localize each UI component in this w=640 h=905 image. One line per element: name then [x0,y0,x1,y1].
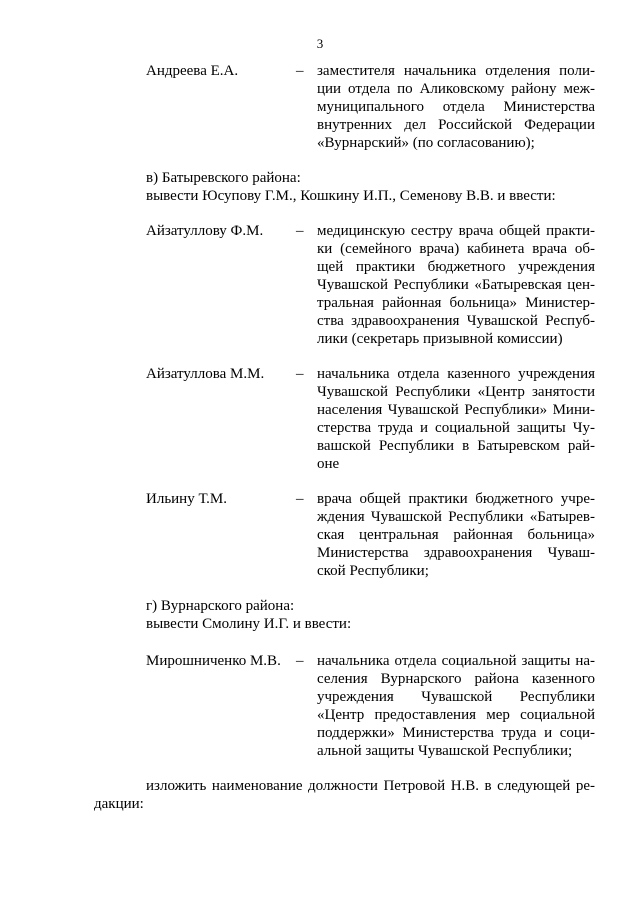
entry-dash: – [296,491,304,507]
entry-desc-line: лики (секретарь призывной комиссии) [317,331,563,347]
entry-desc-line: внутренних дел Российской Федерации [317,117,595,133]
entry-name-ilyina: Ильину Т.М. [146,491,227,507]
entry-desc-line: селения Вурнарского района казенного [317,671,595,687]
entry-name-ayzatullova-fm: Айзатуллову Ф.М. [146,223,264,239]
entry-dash: – [296,63,304,79]
entry-desc-line: медицинскую сестру врача общей практи- [317,223,595,239]
entry-desc-line: Министерства здравоохранения Чуваш- [317,545,595,561]
entry-desc-line: заместителя начальника отделения поли- [317,63,595,79]
entry-name-miroshnichenko: Мирошниченко М.В. [146,653,281,669]
entry-desc-line: «Центр предоставления мер социальной [317,707,595,723]
entry-dash: – [296,366,304,382]
section-heading-vurnarsky: г) Вурнарского района: [146,598,295,614]
closing-paragraph-line: дакции: [94,796,144,812]
entry-desc-line: начальника отдела казенного учреждения [317,366,595,382]
entry-name-andreeva: Андреева Е.А. [146,63,239,79]
entry-desc-line: ская центральная районная больница» [317,527,595,543]
entry-desc-line: ки (семейного врача) кабинета врача об- [317,241,595,257]
entry-desc-line: Чувашской Республики «Центр занятости [317,384,595,400]
section-instruction-batyrevsky: вывести Юсупову Г.М., Кошкину И.П., Семенову В.В. и ввести: [146,188,556,204]
entry-desc-line: ской Республики; [317,563,429,579]
entry-desc-line: Чувашской Республики «Батыревская цен- [317,277,595,293]
entry-dash: – [296,653,304,669]
entry-desc-line: «Вурнарский» (по согласованию); [317,135,535,151]
entry-name-ayzatullova-mm: Айзатуллова М.М. [146,366,265,382]
entry-desc-line: оне [317,456,340,472]
entry-desc-line: ства здравоохранения Чувашской Респуб- [317,313,595,329]
entry-desc-line: муниципального отдела Министерства [317,99,595,115]
entry-desc-line: стерства труда и социальной защиты Чу- [317,420,595,436]
entry-desc-line: альной защиты Чувашской Республики; [317,743,573,759]
entry-desc-line: поддержки» Министерства труда и соци- [317,725,595,741]
entry-desc-line: учреждения Чувашской Республики [317,689,595,705]
entry-desc-line: щей практики бюджетного учреждения [317,259,595,275]
entry-desc-line: населения Чувашской Республики» Мини- [317,402,595,418]
section-heading-batyrevsky: в) Батыревского района: [146,170,301,186]
entry-desc-line: начальника отдела социальной защиты на- [317,653,595,669]
entry-desc-line: тральная районная больница» Министер- [317,295,595,311]
section-instruction-vurnarsky: вывести Смолину И.Г. и ввести: [146,616,352,632]
entry-dash: – [296,223,304,239]
entry-desc-line: ции отдела по Аликовскому району меж- [317,81,595,97]
closing-paragraph-line: изложить наименование должности Петровой Н.В. в следующей ре- [146,778,595,794]
entry-desc-line: вашской Республики в Батыревском рай- [317,438,595,454]
entry-desc-line: ждения Чувашской Республики «Батырев- [317,509,595,525]
entry-desc-line: врача общей практики бюджетного учре- [317,491,595,507]
page-number: 3 [316,36,324,51]
